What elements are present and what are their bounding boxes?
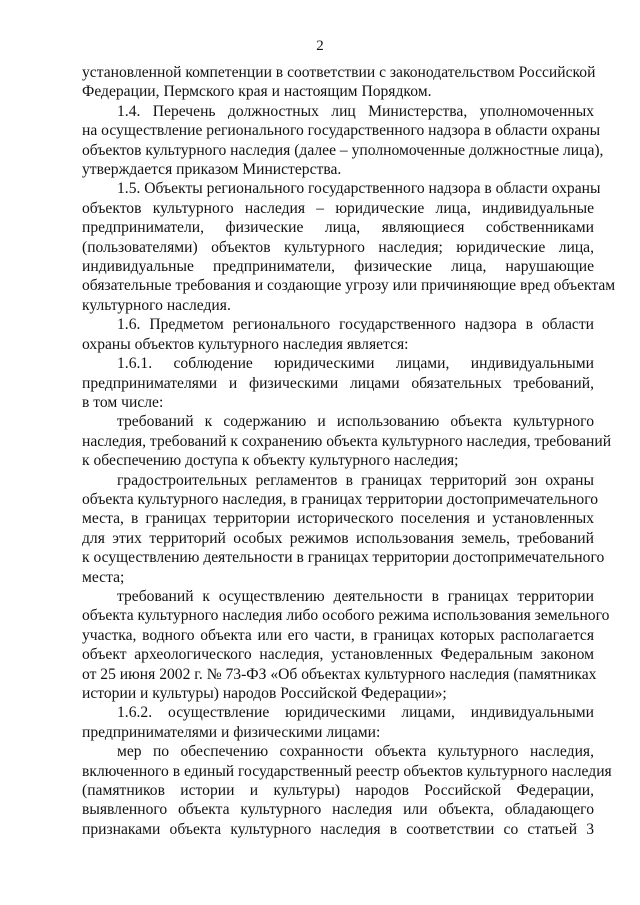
text-line: 1.6. Предметом регионального государственного надзора в области (117, 316, 594, 334)
text-line: обязательные требования и создающие угрозу или причиняющие вред объектам (82, 277, 616, 295)
document-body (82, 63, 616, 839)
text-line: включенного в единый государственный реестр объектов культурного наследия (82, 762, 612, 780)
text-line: к осуществлению деятельности в границах территории достопримечательного (82, 549, 605, 567)
text-line: места; (82, 568, 125, 586)
text-line: 1.5. Объекты регионального государственного надзора в области охраны (117, 180, 601, 198)
text-line: утверждается приказом Министерства. (82, 161, 342, 179)
text-line: объектов культурного наследия – юридические лица, индивидуальные (82, 199, 594, 217)
text-line: к обеспечению доступа к объекту культурного наследия; (82, 452, 459, 470)
text-line: наследия, требований к сохранению объекта культурного наследия, требований (82, 432, 612, 450)
text-line: охраны объектов культурного наследия является: (82, 335, 409, 353)
text-line: объекта культурного наследия либо особого режима использования земельного (82, 607, 610, 625)
page-number: 2 (316, 38, 324, 54)
text-line: Федерации, Пермского края и настоящим Порядком. (82, 83, 432, 101)
text-line: признаками объекта культурного наследия в соответствии со статьей 3 (82, 820, 594, 838)
text-line: индивидуальные предприниматели, физические лица, нарушающие (82, 258, 594, 276)
text-line: объекта культурного наследия, в границах территории достопримечательного (82, 490, 599, 508)
text-line: 1.6.1. соблюдение юридическими лицами, индивидуальными (117, 355, 594, 373)
text-line: на осуществление регионального государственного надзора в области охраны (82, 122, 601, 140)
text-line: объектов культурного наследия (далее – уполномоченные должностные лица), (82, 141, 604, 159)
text-line: (памятников истории и культуры) народов Российской Федерации, (82, 782, 594, 800)
text-line: истории и культуры) народов Российской Федерации»; (82, 685, 447, 702)
text-line: для этих территорий особых режимов использования земель, требований (82, 529, 594, 547)
text-line: места, в границах территории исторического поселения и установленных (82, 510, 594, 528)
text-line: в том числе: (82, 393, 164, 411)
text-line: предприниматели, физические лица, являющиеся собственниками (82, 219, 594, 237)
text-line: установленной компетенции в соответствии с законодательством Российской (82, 64, 596, 81)
text-line: от 25 июня 2002 г. № 73-ФЗ «Об объектах культурного наследия (памятниках (82, 665, 597, 683)
text-line: 1.6.2. осуществление юридическими лицами, индивидуальными (117, 704, 594, 722)
text-line: требований к содержанию и использованию объекта культурного (117, 413, 594, 431)
text-line: требований к осуществлению деятельности в границах территории (117, 587, 594, 605)
text-line: предпринимателями и физическими лицами: (82, 723, 381, 741)
text-line: объект археологического наследия, установленных Федеральным законом (82, 646, 594, 664)
text-line: культурного наследия. (82, 296, 231, 314)
text-line: мер по обеспечению сохранности объекта культурного наследия, (117, 743, 594, 761)
text-line: 1.4. Перечень должностных лиц Министерства, уполномоченных (117, 102, 594, 120)
text-line: участка, водного объекта или его части, в границах которых располагается (82, 626, 594, 644)
text-line: выявленного объекта культурного наследия или объекта, обладающего (82, 801, 594, 819)
text-line: предпринимателями и физическими лицами обязательных требований, (82, 374, 594, 392)
text-line: градостроительных регламентов в границах территорий зон охраны (117, 471, 594, 489)
text-line: (пользователями) объектов культурного наследия; юридические лица, (82, 238, 594, 256)
